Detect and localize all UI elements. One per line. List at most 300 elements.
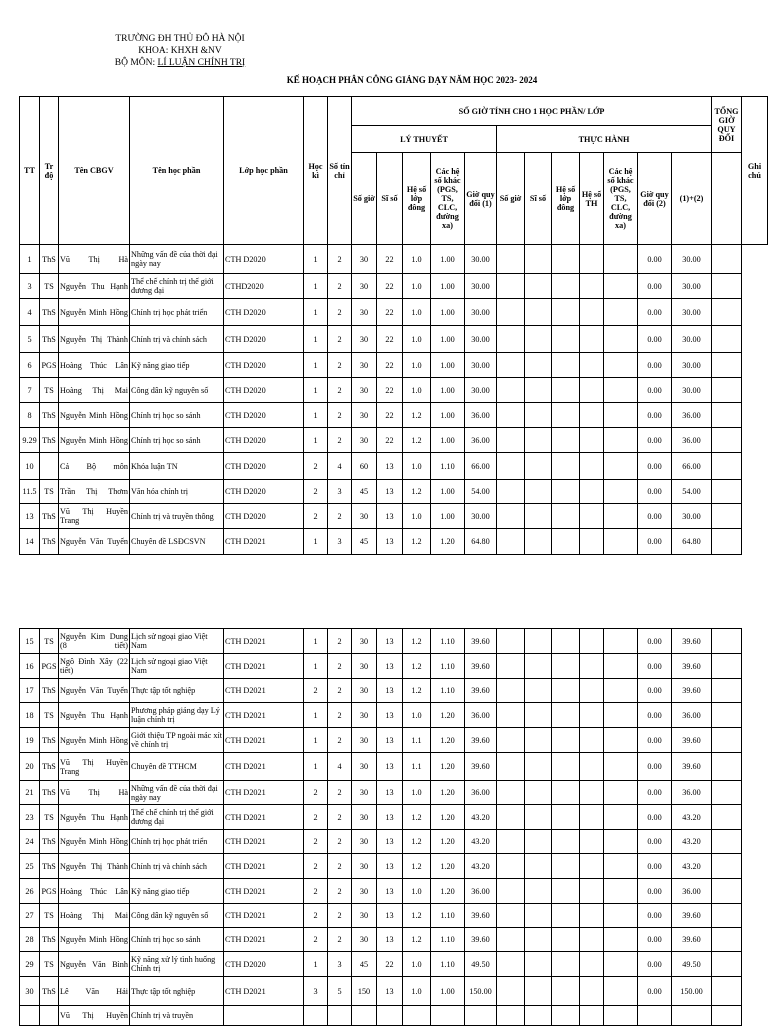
cell-degree: TS [40, 805, 59, 830]
cell-note [712, 830, 742, 854]
cell-lt-other: 1.10 [431, 928, 465, 952]
cell-total: 36.00 [672, 428, 712, 453]
table-row [20, 904, 742, 928]
cell-tt: 10 [20, 453, 40, 480]
cell-th-other [604, 299, 638, 326]
cell-teacher-name: Trần Thị Thơm [59, 480, 130, 504]
cell-teacher-name: Nguyễn Minh Hồng [59, 428, 130, 453]
col-total: TỔNG GIỜ QUY ĐỔI [712, 97, 742, 153]
cell-th-other [604, 703, 638, 728]
cell-course-name: Những vấn đề của thời đại ngày nay [130, 245, 224, 274]
cell-th-hours [497, 504, 525, 529]
cell-lt-students: 22 [377, 274, 403, 299]
cell-th-conv: 0.00 [638, 728, 672, 753]
table-row [20, 830, 742, 854]
cell-teacher-name: Nguyễn Minh Hồng [59, 830, 130, 854]
cell-th-conv: 0.00 [638, 904, 672, 928]
cell-lt-hours: 30 [352, 703, 377, 728]
table-row [20, 403, 768, 428]
cell-th-students [525, 952, 552, 977]
cell-th-students [525, 977, 552, 1006]
cell-th-students [525, 830, 552, 854]
cell-lt-hours: 30 [352, 504, 377, 529]
cell-lt-students: 22 [377, 428, 403, 453]
cell-tt [20, 1006, 40, 1026]
cell-lt-conv: 39.60 [465, 654, 497, 679]
cell-semester: 2 [304, 854, 328, 879]
table-row [20, 326, 768, 353]
cell-lt-conv: 30.00 [465, 504, 497, 529]
cell-tt: 30 [20, 977, 40, 1006]
cell-lt-other: 1.20 [431, 753, 465, 781]
university-name: TRƯỜNG ĐH THỦ ĐÔ HÀ NỘI [115, 34, 245, 44]
cell-lt-students: 13 [377, 629, 403, 654]
cell-th-other [604, 879, 638, 904]
table-row [20, 703, 742, 728]
cell-semester: 2 [304, 830, 328, 854]
cell-note [712, 629, 742, 654]
cell-th-coef [552, 854, 580, 879]
cell-th-coef-th [580, 977, 604, 1006]
cell-note [712, 326, 742, 353]
cell-degree: TS [40, 480, 59, 504]
cell-th-hours [497, 326, 525, 353]
cell-lt-conv: 39.60 [465, 629, 497, 654]
cell-class: CTH D2020 [224, 504, 304, 529]
cell-teacher-name: Nguyễn Minh Hồng [59, 928, 130, 952]
col-th-coef: Hệ số lớp đông [552, 153, 580, 245]
cell-lt-students: 13 [377, 453, 403, 480]
cell-tt: 14 [20, 529, 40, 555]
cell-lt-other: 1.10 [431, 629, 465, 654]
cell-th-hours [497, 928, 525, 952]
table-row [20, 654, 742, 679]
cell-lt-other: 1.10 [431, 679, 465, 703]
table-row [20, 428, 768, 453]
cell-th-conv [638, 1006, 672, 1026]
cell-th-students [525, 728, 552, 753]
cell-lt-conv: 66.00 [465, 453, 497, 480]
cell-course-name: Thể chế chính trị thế giới đương đại [130, 274, 224, 299]
cell-th-hours [497, 299, 525, 326]
cell-class: CTH D2021 [224, 679, 304, 703]
cell-lt-hours: 45 [352, 480, 377, 504]
cell-lt-other: 1.00 [431, 326, 465, 353]
cell-semester: 2 [304, 928, 328, 952]
cell-lt-students: 13 [377, 854, 403, 879]
cell-course-name: Chính trị và chính sách [130, 854, 224, 879]
cell-th-other [604, 529, 638, 555]
cell-class: CTH D2021 [224, 654, 304, 679]
cell-lt-students: 22 [377, 403, 403, 428]
cell-lt-students: 13 [377, 879, 403, 904]
cell-lt-coef: 1.2 [403, 830, 431, 854]
cell-th-hours [497, 629, 525, 654]
cell-lt-coef: 1.2 [403, 679, 431, 703]
cell-lt-coef: 1.2 [403, 403, 431, 428]
cell-lt-students: 22 [377, 326, 403, 353]
col-lt-conv: Giờ quy đổi (1) [465, 153, 497, 245]
cell-course-name: Những vấn đề của thời đại ngày nay [130, 781, 224, 805]
cell-th-hours [497, 453, 525, 480]
cell-semester: 1 [304, 403, 328, 428]
col-class: Lớp học phần [224, 97, 304, 245]
cell-th-coef [552, 904, 580, 928]
table-row [20, 854, 742, 879]
cell-th-students [525, 879, 552, 904]
cell-lt-students: 13 [377, 928, 403, 952]
table-row [20, 480, 768, 504]
cell-th-hours [497, 952, 525, 977]
cell-th-coef-th [580, 854, 604, 879]
cell-course-name: Chuyên đề LSĐCSVN [130, 529, 224, 555]
cell-tt: 24 [20, 830, 40, 854]
cell-tt: 19 [20, 728, 40, 753]
cell-lt-coef: 1.1 [403, 728, 431, 753]
cell-th-coef-th [580, 378, 604, 403]
cell-note [712, 480, 742, 504]
cell-degree: TS [40, 378, 59, 403]
cell-class: CTH D2021 [224, 854, 304, 879]
cell-degree: PGS [40, 879, 59, 904]
cell-lt-coef: 1.2 [403, 854, 431, 879]
cell-lt-conv: 64.80 [465, 529, 497, 555]
cell-th-coef [552, 480, 580, 504]
cell-degree: ThS [40, 529, 59, 555]
cell-semester: 2 [304, 904, 328, 928]
cell-course-name: Chuyên đề TTHCM [130, 753, 224, 781]
cell-lt-conv: 43.20 [465, 830, 497, 854]
cell-th-coef [552, 830, 580, 854]
cell-degree: ThS [40, 428, 59, 453]
cell-th-students [525, 1006, 552, 1026]
cell-th-coef [552, 504, 580, 529]
cell-th-hours [497, 879, 525, 904]
cell-tt: 17 [20, 679, 40, 703]
cell-lt-students: 13 [377, 830, 403, 854]
cell-lt-hours: 30 [352, 830, 377, 854]
cell-th-conv: 0.00 [638, 805, 672, 830]
cell-credits: 2 [328, 428, 352, 453]
cell-credits: 2 [328, 629, 352, 654]
cell-credits: 3 [328, 529, 352, 555]
cell-note [712, 1006, 742, 1026]
cell-tt: 18 [20, 703, 40, 728]
cell-total: 39.60 [672, 904, 712, 928]
cell-course-name: Thể chế chính trị thế giới đương đại [130, 805, 224, 830]
cell-lt-hours: 30 [352, 928, 377, 952]
cell-lt-hours: 45 [352, 952, 377, 977]
cell-th-coef [552, 326, 580, 353]
cell-credits: 2 [328, 904, 352, 928]
department-prefix: BỘ MÔN: [114, 58, 158, 68]
cell-total: 49.50 [672, 952, 712, 977]
cell-course-name: Chính trị học so sánh [130, 403, 224, 428]
cell-th-coef-th [580, 753, 604, 781]
cell-semester: 2 [304, 879, 328, 904]
cell-th-coef [552, 879, 580, 904]
cell-class: CTH D2021 [224, 904, 304, 928]
cell-lt-coef: 1.2 [403, 654, 431, 679]
cell-class: CTH D2020 [224, 299, 304, 326]
cell-th-coef-th [580, 428, 604, 453]
cell-tt: 13 [20, 504, 40, 529]
cell-class: CTHD2020 [224, 274, 304, 299]
table-row [20, 245, 768, 274]
cell-teacher-name: Nguyễn Kim Dung (8 tiết) [59, 629, 130, 654]
cell-lt-coef: 1.0 [403, 353, 431, 378]
cell-degree: ThS [40, 326, 59, 353]
cell-total: 39.60 [672, 654, 712, 679]
cell-lt-conv: 36.00 [465, 703, 497, 728]
cell-th-coef-th [580, 928, 604, 952]
cell-teacher-name: Nguyễn Minh Hồng [59, 403, 130, 428]
col-trdo: Tr độ [40, 97, 59, 245]
cell-th-hours [497, 353, 525, 378]
cell-th-other [604, 428, 638, 453]
cell-credits: 2 [328, 679, 352, 703]
cell-total: 39.60 [672, 629, 712, 654]
cell-th-other [604, 353, 638, 378]
cell-th-conv: 0.00 [638, 245, 672, 274]
cell-lt-students: 22 [377, 378, 403, 403]
cell-th-coef [552, 629, 580, 654]
cell-total: 54.00 [672, 480, 712, 504]
cell-tt: 15 [20, 629, 40, 654]
cell-th-hours [497, 904, 525, 928]
cell-th-students [525, 629, 552, 654]
cell-teacher-name: Nguyễn Thu Hạnh [59, 274, 130, 299]
cell-credits: 2 [328, 378, 352, 403]
table-row [20, 299, 768, 326]
cell-th-other [604, 274, 638, 299]
col-th-students: Sĩ số [525, 153, 552, 245]
cell-th-other [604, 781, 638, 805]
cell-teacher-name: Cả Bộ môn [59, 453, 130, 480]
cell-teacher-name: Nguyễn Thu Hạnh [59, 703, 130, 728]
cell-course-name: Chính trị học phát triển [130, 830, 224, 854]
table-row [20, 629, 742, 654]
cell-tt: 6 [20, 353, 40, 378]
cell-class: CTH D2020 [224, 403, 304, 428]
cell-tt: 23 [20, 805, 40, 830]
cell-th-coef-th [580, 805, 604, 830]
cell-th-coef-th [580, 629, 604, 654]
cell-lt-hours: 45 [352, 529, 377, 555]
cell-course-name: Chính trị và chính sách [130, 326, 224, 353]
cell-tt: 20 [20, 753, 40, 781]
cell-degree: ThS [40, 830, 59, 854]
cell-semester: 1 [304, 245, 328, 274]
cell-lt-hours: 30 [352, 274, 377, 299]
cell-th-coef-th [580, 453, 604, 480]
col-th-other: Các hệ số khác (PGS, TS, CLC, đường xa) [604, 153, 638, 245]
department-line [90, 57, 270, 69]
cell-teacher-name: Hoàng Thúc Lân [59, 353, 130, 378]
cell-th-students [525, 428, 552, 453]
cell-lt-coef: 1.0 [403, 703, 431, 728]
cell-th-other [604, 453, 638, 480]
cell-th-conv: 0.00 [638, 952, 672, 977]
cell-total: 39.60 [672, 679, 712, 703]
cell-lt-other: 1.00 [431, 353, 465, 378]
cell-note [712, 854, 742, 879]
cell-th-coef-th [580, 480, 604, 504]
col-lt-coef: Hệ số lớp đông [403, 153, 431, 245]
cell-credits: 2 [328, 854, 352, 879]
cell-class: CTH D2020 [224, 353, 304, 378]
cell-lt-coef: 1.2 [403, 480, 431, 504]
cell-lt-conv: 30.00 [465, 353, 497, 378]
col-th-hours: Số giờ [497, 153, 525, 245]
cell-th-other [604, 830, 638, 854]
table-row [20, 679, 742, 703]
cell-th-hours [497, 403, 525, 428]
cell-th-other [604, 728, 638, 753]
cell-credits: 2 [328, 274, 352, 299]
cell-lt-students: 13 [377, 728, 403, 753]
cell-total: 30.00 [672, 274, 712, 299]
cell-lt-coef: 1.1 [403, 753, 431, 781]
cell-note [712, 529, 742, 555]
cell-lt-other: 1.00 [431, 977, 465, 1006]
cell-course-name: Chính trị và truyền [130, 1006, 224, 1026]
cell-th-conv: 0.00 [638, 679, 672, 703]
cell-total: 43.20 [672, 805, 712, 830]
cell-lt-coef: 1.0 [403, 879, 431, 904]
cell-lt-hours: 30 [352, 781, 377, 805]
cell-th-coef [552, 805, 580, 830]
cell-credits: 2 [328, 504, 352, 529]
cell-lt-conv: 54.00 [465, 480, 497, 504]
cell-lt-hours: 30 [352, 654, 377, 679]
cell-lt-other: 1.00 [431, 504, 465, 529]
cell-th-students [525, 504, 552, 529]
cell-lt-hours: 30 [352, 728, 377, 753]
col-name: Tên CBGV [59, 97, 130, 245]
cell-th-other [604, 952, 638, 977]
cell-th-conv: 0.00 [638, 403, 672, 428]
cell-th-conv: 0.00 [638, 378, 672, 403]
cell-credits: 2 [328, 830, 352, 854]
cell-th-hours [497, 781, 525, 805]
cell-lt-conv: 39.60 [465, 928, 497, 952]
cell-tt: 8 [20, 403, 40, 428]
cell-lt-conv: 43.20 [465, 854, 497, 879]
table-row [20, 928, 742, 952]
cell-class: CTH D2020 [224, 245, 304, 274]
cell-class: CTH D2021 [224, 529, 304, 555]
cell-th-students [525, 781, 552, 805]
cell-tt: 3 [20, 274, 40, 299]
cell-teacher-name: Lê Văn Hải [59, 977, 130, 1006]
cell-lt-coef: 1.0 [403, 274, 431, 299]
cell-th-students [525, 805, 552, 830]
cell-th-students [525, 753, 552, 781]
cell-th-conv: 0.00 [638, 326, 672, 353]
cell-semester: 2 [304, 504, 328, 529]
cell-lt-other: 1.20 [431, 529, 465, 555]
cell-th-other [604, 854, 638, 879]
col-th-coef-th: Hệ số TH [580, 153, 604, 245]
cell-lt-other: 1.00 [431, 299, 465, 326]
cell-teacher-name: Nguyễn Minh Hồng [59, 299, 130, 326]
cell-lt-coef: 1.2 [403, 529, 431, 555]
cell-lt-students: 13 [377, 977, 403, 1006]
cell-lt-coef: 1.2 [403, 805, 431, 830]
cell-lt-other [431, 1006, 465, 1026]
cell-degree: TS [40, 274, 59, 299]
cell-note [712, 728, 742, 753]
cell-th-coef [552, 378, 580, 403]
cell-th-students [525, 453, 552, 480]
cell-course-name: Phương pháp giảng dạy Lý luận chính trị [130, 703, 224, 728]
cell-tt: 29 [20, 952, 40, 977]
cell-th-coef-th [580, 299, 604, 326]
cell-th-other [604, 629, 638, 654]
cell-semester: 1 [304, 753, 328, 781]
cell-th-other [604, 403, 638, 428]
cell-th-students [525, 529, 552, 555]
cell-lt-conv: 30.00 [465, 245, 497, 274]
cell-degree: TS [40, 952, 59, 977]
cell-semester [304, 1006, 328, 1026]
cell-semester: 2 [304, 480, 328, 504]
cell-degree: PGS [40, 654, 59, 679]
cell-course-name: Công dân kỹ nguyên số [130, 904, 224, 928]
cell-course-name: Văn hóa chính trị [130, 480, 224, 504]
cell-note [712, 299, 742, 326]
cell-semester: 1 [304, 378, 328, 403]
cell-th-students [525, 378, 552, 403]
cell-semester: 1 [304, 326, 328, 353]
cell-lt-students: 13 [377, 529, 403, 555]
cell-th-conv: 0.00 [638, 453, 672, 480]
cell-degree: TS [40, 629, 59, 654]
col-theory: LÝ THUYẾT [352, 126, 497, 153]
faculty-name: KHOA: KHXH &NV [138, 46, 222, 56]
cell-credits: 2 [328, 245, 352, 274]
cell-class: CTH D2021 [224, 753, 304, 781]
cell-credits: 2 [328, 703, 352, 728]
cell-total: 30.00 [672, 378, 712, 403]
cell-lt-other: 1.10 [431, 904, 465, 928]
cell-th-coef-th [580, 245, 604, 274]
cell-th-coef [552, 299, 580, 326]
cell-th-students [525, 299, 552, 326]
cell-lt-other: 1.00 [431, 428, 465, 453]
cell-th-coef-th [580, 654, 604, 679]
page-title: KẾ HOẠCH PHÂN CÔNG GIẢNG DẠY NĂM HỌC 2023- 2024 [286, 75, 538, 85]
cell-th-conv: 0.00 [638, 928, 672, 952]
cell-course-name: Kỹ năng xử lý tình huống Chính trị [130, 952, 224, 977]
cell-teacher-name: Vũ Thị Huyền Trang [59, 753, 130, 781]
cell-th-coef [552, 245, 580, 274]
cell-lt-students: 13 [377, 805, 403, 830]
cell-th-other [604, 904, 638, 928]
cell-course-name: Chính trị học phát triển [130, 299, 224, 326]
cell-class: CTH D2020 [224, 480, 304, 504]
cell-semester: 1 [304, 529, 328, 555]
cell-lt-hours: 30 [352, 378, 377, 403]
cell-th-conv: 0.00 [638, 274, 672, 299]
cell-th-coef [552, 977, 580, 1006]
cell-th-coef-th [580, 274, 604, 299]
cell-semester: 1 [304, 629, 328, 654]
cell-lt-students: 13 [377, 904, 403, 928]
cell-total: 66.00 [672, 453, 712, 480]
cell-th-hours [497, 274, 525, 299]
